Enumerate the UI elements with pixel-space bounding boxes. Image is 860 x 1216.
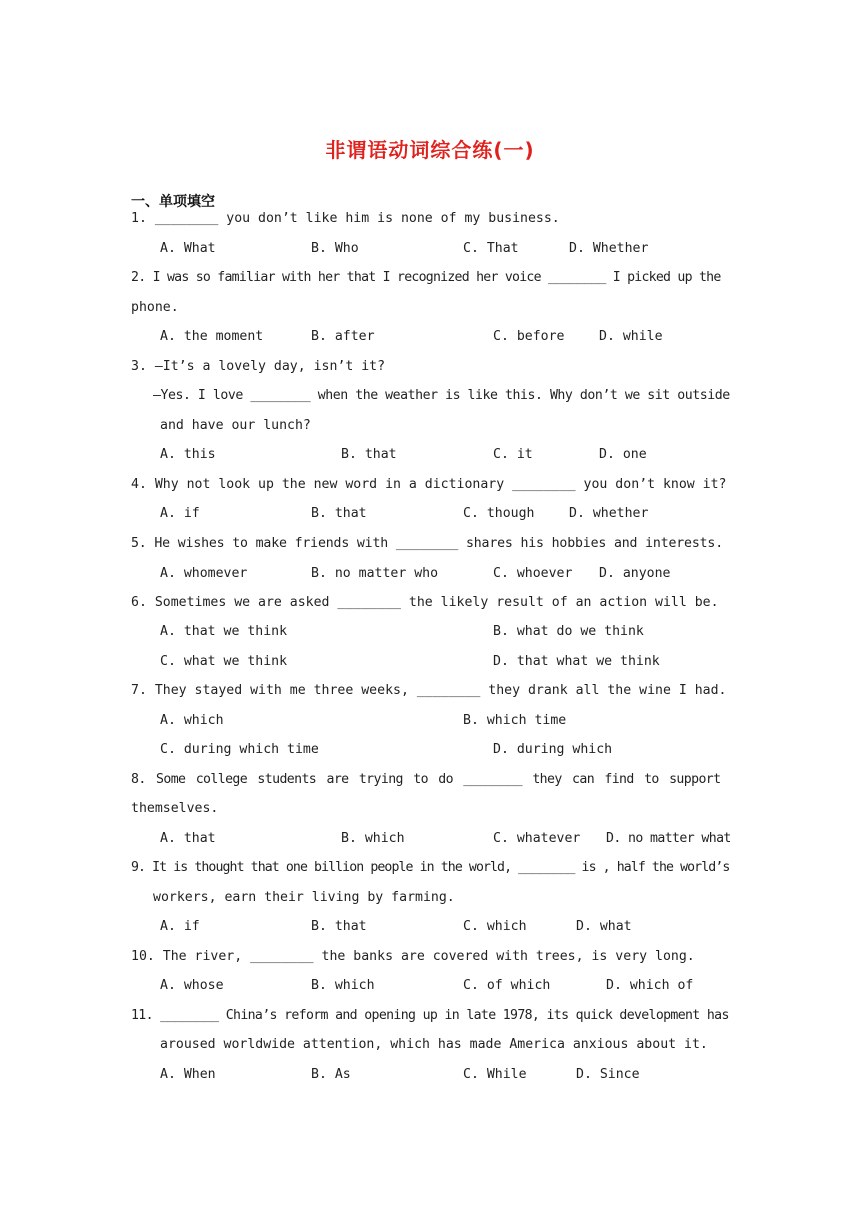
- question-10-option-a: A. whose: [160, 978, 224, 993]
- question-10-stem: 10. The river, ________ the banks are covered with trees, is very long.: [131, 949, 695, 964]
- question-9-stem: 9. It is thought that one billion people in the world, ________ is , half the world’s: [131, 860, 730, 875]
- question-6-option-a: A. that we think: [160, 624, 288, 639]
- question-4-option-b: B. that: [311, 506, 367, 521]
- question-3-option-b: B. that: [341, 447, 397, 462]
- question-10-option-d: D. which of: [606, 978, 694, 993]
- question-2-option-c: C. before: [493, 329, 565, 344]
- question-9-option-a: A. if: [160, 919, 200, 934]
- question-3-option-a: A. this: [160, 447, 216, 462]
- question-2-option-b: B. after: [311, 329, 375, 344]
- question-8-option-a: A. that: [160, 831, 216, 846]
- question-1-option-a: A. What: [160, 241, 216, 256]
- question-11-option-d: D. Since: [576, 1067, 640, 1082]
- question-5-option-c: C. whoever: [493, 566, 573, 581]
- question-8-option-b: B. which: [341, 831, 405, 846]
- page-title: 非谓语动词综合练(一): [325, 138, 535, 162]
- question-4-option-d: D. whether: [569, 506, 649, 521]
- question-8-option-c: C. whatever: [493, 831, 581, 846]
- question-9-option-d: D. what: [576, 919, 632, 934]
- question-5-option-a: A. whomever: [160, 566, 248, 581]
- question-8-option-d: D. no matter what: [606, 831, 731, 846]
- question-11-stem: 11. ________ China’s reform and opening up in late 1978, its quick development has: [131, 1008, 729, 1023]
- question-7-option-a: A. which: [160, 713, 224, 728]
- question-7-option-c: C. during which time: [160, 742, 319, 757]
- question-8-stem: 8. Some college students are trying to do ________ they can find to support: [131, 772, 721, 787]
- question-9-stem-cont: workers, earn their living by farming.: [153, 890, 455, 905]
- question-7-stem: 7. They stayed with me three weeks, ________ they drank all the wine I had.: [131, 683, 727, 698]
- question-2-stem-cont: phone.: [131, 300, 179, 315]
- question-1-option-c: C. That: [463, 241, 519, 256]
- question-3-stem: 3. —It’s a lovely day, isn’t it?: [131, 359, 386, 374]
- question-4-stem: 4. Why not look up the new word in a dictionary ________ you don’t know it?: [131, 477, 727, 492]
- question-4-option-a: A. if: [160, 506, 200, 521]
- question-8-stem-cont: themselves.: [131, 801, 219, 816]
- question-10-option-b: B. which: [311, 978, 375, 993]
- question-11-stem-cont: aroused worldwide attention, which has made America anxious about it.: [160, 1037, 708, 1052]
- question-2-option-d: D. while: [599, 329, 663, 344]
- question-6-stem: 6. Sometimes we are asked ________ the likely result of an action will be.: [131, 595, 719, 610]
- question-5-option-b: B. no matter who: [311, 566, 439, 581]
- question-6-option-c: C. what we think: [160, 654, 288, 669]
- question-2-option-a: A. the moment: [160, 329, 264, 344]
- question-5-option-d: D. anyone: [599, 566, 671, 581]
- question-10-option-c: C. of which: [463, 978, 551, 993]
- question-1-option-d: D. Whether: [569, 241, 649, 256]
- question-1-option-b: B. Who: [311, 241, 359, 256]
- question-9-option-c: C. which: [463, 919, 527, 934]
- question-6-option-b: B. what do we think: [493, 624, 644, 639]
- question-3-stem-cont-1: —Yes. I love ________ when the weather is like this. Why don’t we sit outside: [153, 388, 730, 403]
- question-3-stem-cont-2: and have our lunch?: [160, 418, 311, 433]
- question-1-stem: 1. ________ you don’t like him is none of my business.: [131, 211, 560, 226]
- question-3-option-d: D. one: [599, 447, 647, 462]
- question-3-option-c: C. it: [493, 447, 533, 462]
- question-4-option-c: C. though: [463, 506, 535, 521]
- question-7-option-d: D. during which: [493, 742, 613, 757]
- question-2-stem: 2. I was so familiar with her that I recognized her voice ________ I picked up the: [131, 270, 721, 285]
- question-9-option-b: B. that: [311, 919, 367, 934]
- question-11-option-b: B. As: [311, 1067, 351, 1082]
- section-heading: 一、单项填空: [131, 194, 215, 210]
- question-7-option-b: B. which time: [463, 713, 567, 728]
- question-11-option-c: C. While: [463, 1067, 527, 1082]
- question-11-option-a: A. When: [160, 1067, 216, 1082]
- question-5-stem: 5. He wishes to make friends with ________ shares his hobbies and interests.: [131, 536, 724, 551]
- question-6-option-d: D. that what we think: [493, 654, 660, 669]
